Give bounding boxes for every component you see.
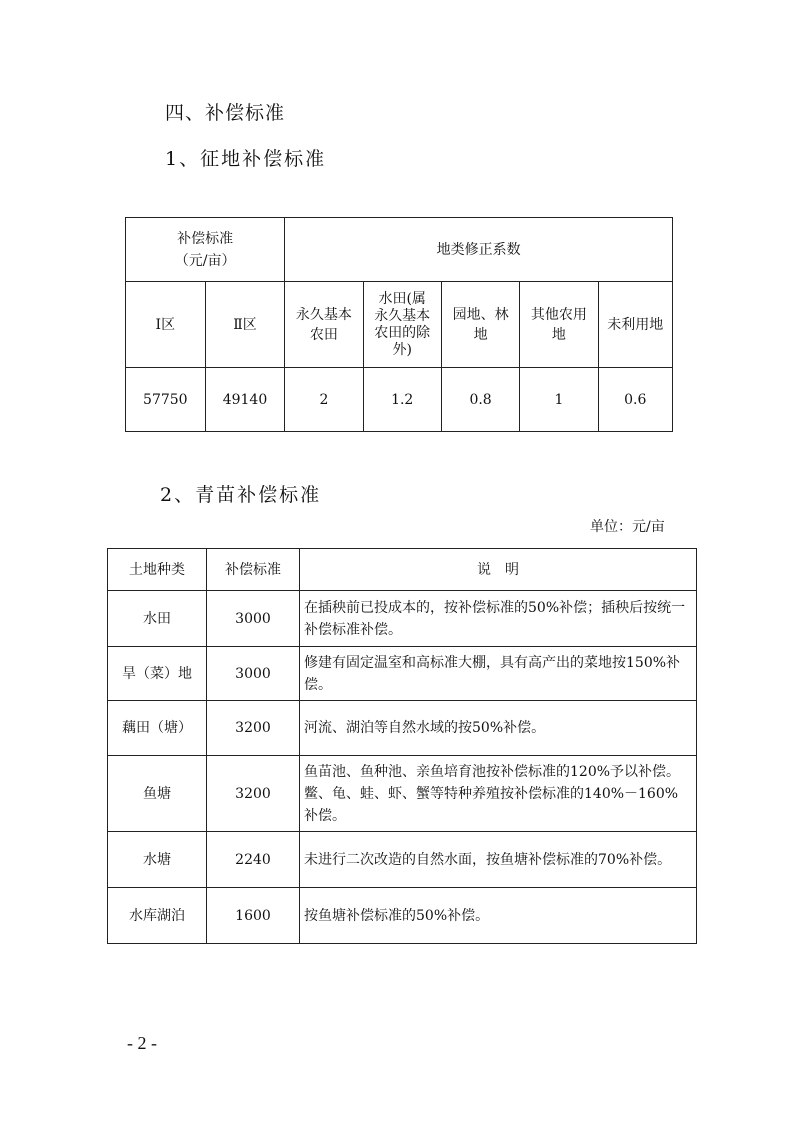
section-heading: 四、补偿标准: [165, 102, 286, 124]
land-type-cell: 藕田（塘）: [108, 701, 207, 756]
description-cell: 鱼苗池、鱼种池、亲鱼培育池按补偿标准的120%予以补偿。鳖、龟、蛙、虾、蟹等特种养殖按补偿标准的140%－160%补偿。: [300, 756, 697, 832]
description-cell: 河流、湖泊等自然水域的按50%补偿。: [300, 701, 697, 756]
land-type-permanent: 永久基本 农田: [285, 282, 363, 368]
land-type-unused: 未利用地: [598, 282, 672, 368]
coeff-permanent: 2: [285, 368, 363, 432]
land-type-other: 其他农用 地: [520, 282, 598, 368]
land-type-cell: 鱼塘: [108, 756, 207, 832]
header-description: 说 明: [300, 549, 697, 591]
standard-cell: 3000: [207, 591, 300, 647]
description-cell: 在插秧前已投成本的，按补偿标准的50%补偿；插秧后按统一补偿标准补偿。: [300, 591, 697, 647]
zone-2-label: Ⅱ区: [205, 282, 285, 368]
table-row: [108, 701, 697, 756]
standard-cell: 3200: [207, 701, 300, 756]
table-row: [108, 647, 697, 701]
land-compensation-table: [125, 217, 673, 432]
value-zone-2: 49140: [205, 368, 285, 432]
header-standard: 补偿标准: [207, 549, 300, 591]
table-row: [108, 756, 697, 832]
zone-1-label: Ⅰ区: [126, 282, 206, 368]
subsection-heading-land: 1、征地补偿标准: [165, 148, 327, 170]
land-type-cell: 水库湖泊: [108, 888, 207, 944]
description-cell: 按鱼塘补偿标准的50%补偿。: [300, 888, 697, 944]
coeff-paddy: 1.2: [363, 368, 441, 432]
land-type-garden: 园地、林 地: [441, 282, 519, 368]
standard-cell: 1600: [207, 888, 300, 944]
crop-compensation-table: [107, 548, 697, 944]
land-type-cell: 水塘: [108, 832, 207, 888]
coeff-garden: 0.8: [441, 368, 519, 432]
header-coefficient: 地类修正系数: [285, 218, 673, 282]
coeff-other: 1: [520, 368, 598, 432]
land-type-cell: 水田: [108, 591, 207, 647]
standard-cell: 3200: [207, 756, 300, 832]
header-land-type: 土地种类: [108, 549, 207, 591]
table-row: [108, 888, 697, 944]
coeff-unused: 0.6: [598, 368, 672, 432]
standard-cell: 2240: [207, 832, 300, 888]
page-number: - 2 -: [127, 1033, 157, 1053]
table-row: [108, 832, 697, 888]
land-type-cell: 旱（菜）地: [108, 647, 207, 701]
header-standard: 补偿标准 （元/亩）: [126, 218, 285, 282]
unit-note: 单位：元/亩: [590, 519, 665, 535]
standard-cell: 3000: [207, 647, 300, 701]
subsection-heading-crops: 2、青苗补偿标准: [160, 484, 322, 506]
description-cell: 未进行二次改造的自然水面，按鱼塘补偿标准的70%补偿。: [300, 832, 697, 888]
description-cell: 修建有固定温室和高标准大棚，具有高产出的菜地按150%补偿。: [300, 647, 697, 701]
value-zone-1: 57750: [126, 368, 206, 432]
land-type-paddy: 水田(属 永久基本 农田的除 外): [363, 282, 441, 368]
table-row: [108, 591, 697, 647]
